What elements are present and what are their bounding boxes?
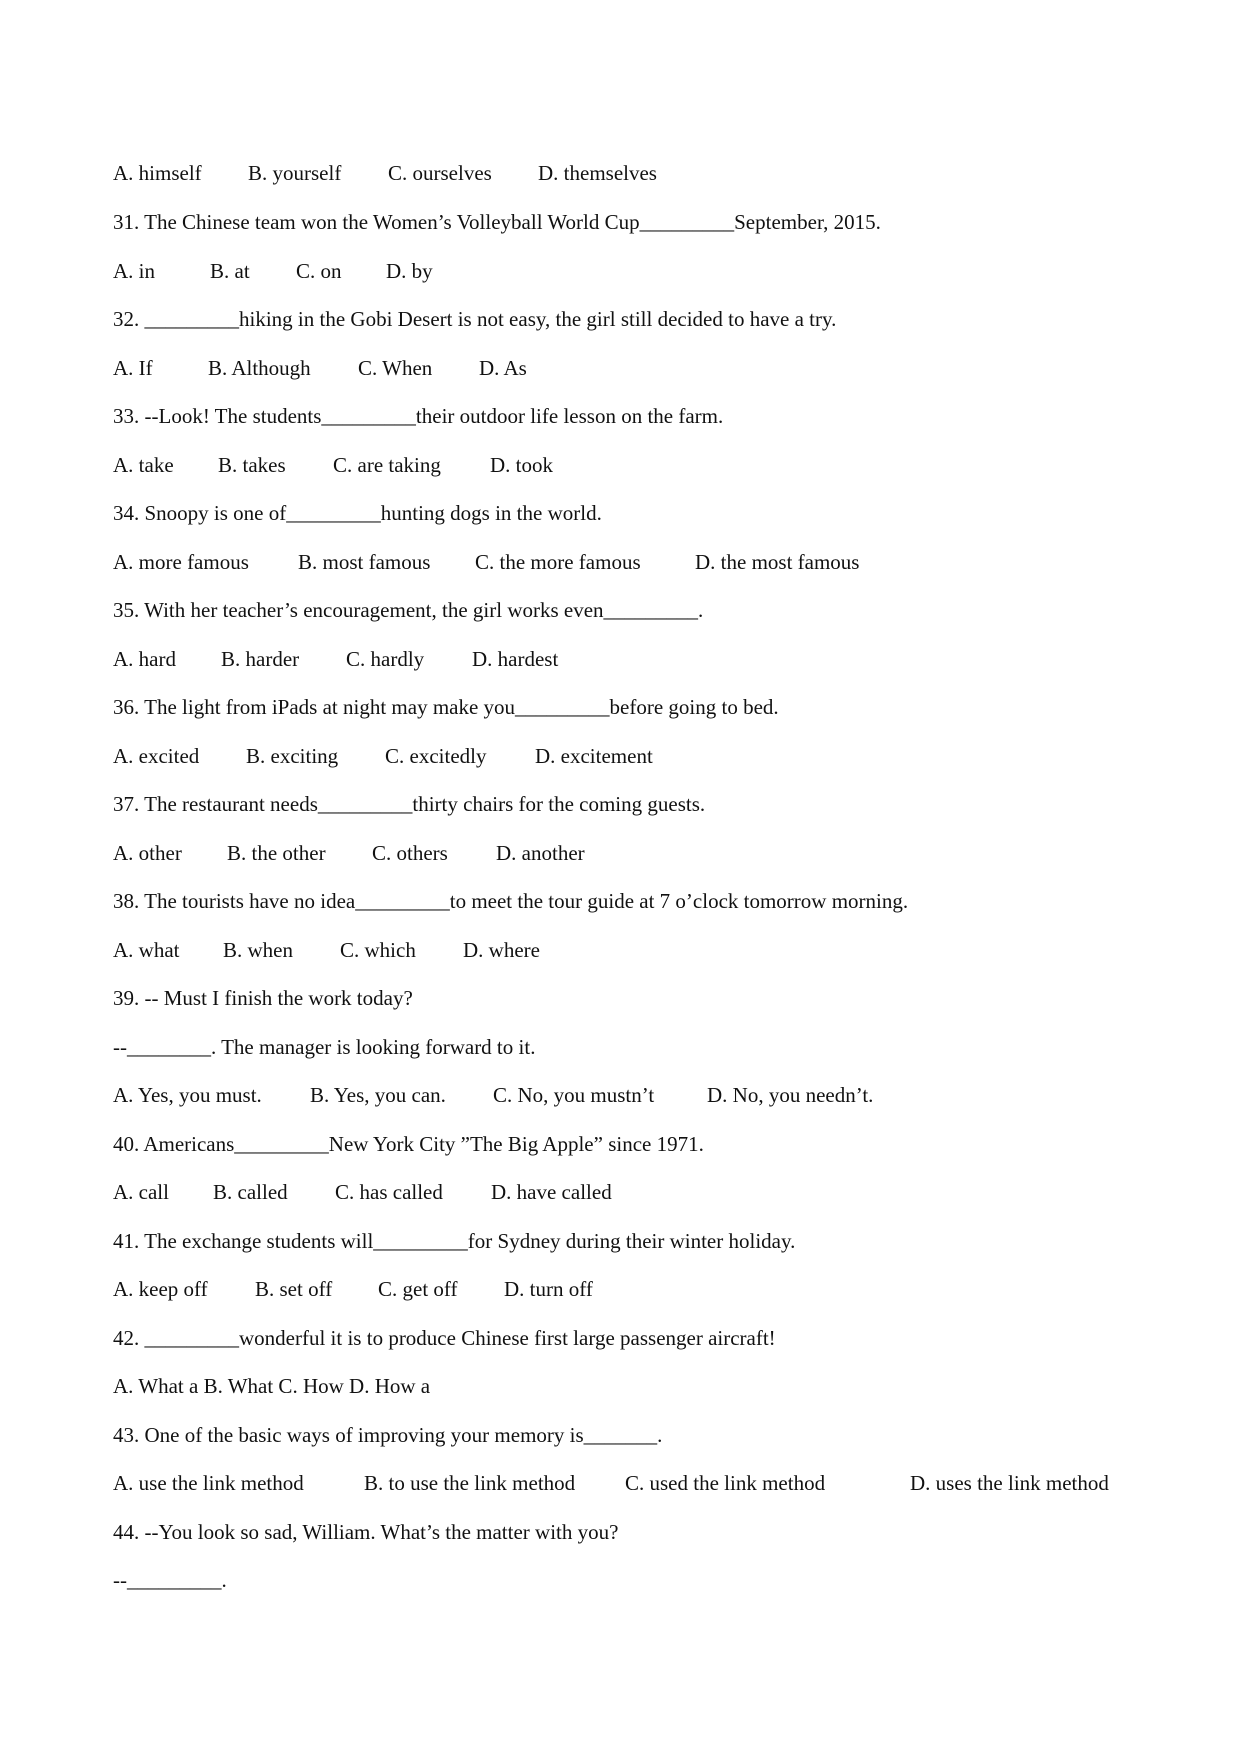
q41-option-b: B. set off <box>255 1277 333 1301</box>
q34-option-d: D. the most famous <box>695 550 860 574</box>
q30-option-c: C. ourselves <box>388 161 492 185</box>
q41-option-c: C. get off <box>378 1277 458 1301</box>
q39-option-c: C. No, you mustn’t <box>493 1083 655 1107</box>
q31-option-d: D. by <box>386 259 433 283</box>
q39-stem: 39. -- Must I finish the work today? <box>113 986 413 1010</box>
q41-stem: 41. The exchange students will_________for Sydney during their winter holiday. <box>113 1229 796 1253</box>
q33-option-c: C. are taking <box>333 453 441 477</box>
q34-option-a: A. more famous <box>113 550 249 574</box>
q44-stem: 44. --You look so sad, William. What’s the matter with you? <box>113 1520 619 1544</box>
q36-option-a: A. excited <box>113 744 200 768</box>
q33-stem: 33. --Look! The students_________their outdoor life lesson on the farm. <box>113 404 724 428</box>
q43-stem: 43. One of the basic ways of improving your memory is_______. <box>113 1423 663 1447</box>
q32-stem: 32. _________hiking in the Gobi Desert is not easy, the girl still decided to have a try. <box>113 307 837 331</box>
q42-stem: 42. _________wonderful it is to produce Chinese first large passenger aircraft! <box>113 1326 776 1350</box>
q41-option-a: A. keep off <box>113 1277 208 1301</box>
q34-option-b: B. most famous <box>298 550 431 574</box>
q37-option-a: A. other <box>113 841 182 865</box>
q34-option-c: C. the more famous <box>475 550 641 574</box>
q40-option-b: B. called <box>213 1180 288 1204</box>
q31-option-b: B. at <box>210 259 250 283</box>
q35-stem: 35. With her teacher’s encouragement, the girl works even_________. <box>113 598 704 622</box>
q32-option-d: D. As <box>479 356 527 380</box>
q36-stem: 36. The light from iPads at night may make you_________before going to bed. <box>113 695 779 719</box>
q43-option-c: C. used the link method <box>625 1471 826 1495</box>
q39-option-a: A. Yes, you must. <box>113 1083 262 1107</box>
q37-stem: 37. The restaurant needs_________thirty chairs for the coming guests. <box>113 792 706 816</box>
q41-option-d: D. turn off <box>504 1277 593 1301</box>
q37-option-b: B. the other <box>227 841 326 865</box>
q38-stem: 38. The tourists have no idea_________to meet the tour guide at 7 o’clock tomorrow morning. <box>113 889 909 913</box>
q33-option-a: A. take <box>113 453 174 477</box>
q44-reply: --_________. <box>113 1568 227 1592</box>
q40-option-c: C. has called <box>335 1180 443 1204</box>
q34-stem: 34. Snoopy is one of_________hunting dogs in the world. <box>113 501 602 525</box>
q31-stem: 31. The Chinese team won the Women’s Volleyball World Cup_________September, 2015. <box>113 210 881 234</box>
q43-option-a: A. use the link method <box>113 1471 304 1495</box>
q36-option-b: B. exciting <box>246 744 339 768</box>
q38-option-c: C. which <box>340 938 416 962</box>
q42-options: A. What a B. What C. How D. How a <box>113 1374 431 1398</box>
q32-option-b: B. Although <box>208 356 311 380</box>
q43-option-d: D. uses the link method <box>910 1471 1109 1495</box>
q39-reply: --________. The manager is looking forward to it. <box>113 1035 536 1059</box>
q36-option-d: D. excitement <box>535 744 653 768</box>
q36-option-c: C. excitedly <box>385 744 487 768</box>
q35-option-d: D. hardest <box>472 647 559 671</box>
q38-option-a: A. what <box>113 938 180 962</box>
q40-option-a: A. call <box>113 1180 169 1204</box>
q38-option-b: B. when <box>223 938 293 962</box>
q43-option-b: B. to use the link method <box>364 1471 576 1495</box>
q32-option-c: C. When <box>358 356 433 380</box>
q40-stem: 40. Americans_________New York City ”The Big Apple” since 1971. <box>113 1132 704 1156</box>
q31-option-a: A. in <box>113 259 155 283</box>
q33-option-d: D. took <box>490 453 553 477</box>
q31-option-c: C. on <box>296 259 342 283</box>
q37-option-d: D. another <box>496 841 585 865</box>
q33-option-b: B. takes <box>218 453 286 477</box>
q30-option-d: D. themselves <box>538 161 657 185</box>
q35-option-c: C. hardly <box>346 647 425 671</box>
q30-option-b: B. yourself <box>248 161 342 185</box>
q39-option-d: D. No, you needn’t. <box>707 1083 874 1107</box>
q38-option-d: D. where <box>463 938 540 962</box>
q30-option-a: A. himself <box>113 161 202 185</box>
q35-option-a: A. hard <box>113 647 176 671</box>
q32-option-a: A. If <box>113 356 153 380</box>
q39-option-b: B. Yes, you can. <box>310 1083 446 1107</box>
q37-option-c: C. others <box>372 841 448 865</box>
q35-option-b: B. harder <box>221 647 300 671</box>
q40-option-d: D. have called <box>491 1180 612 1204</box>
